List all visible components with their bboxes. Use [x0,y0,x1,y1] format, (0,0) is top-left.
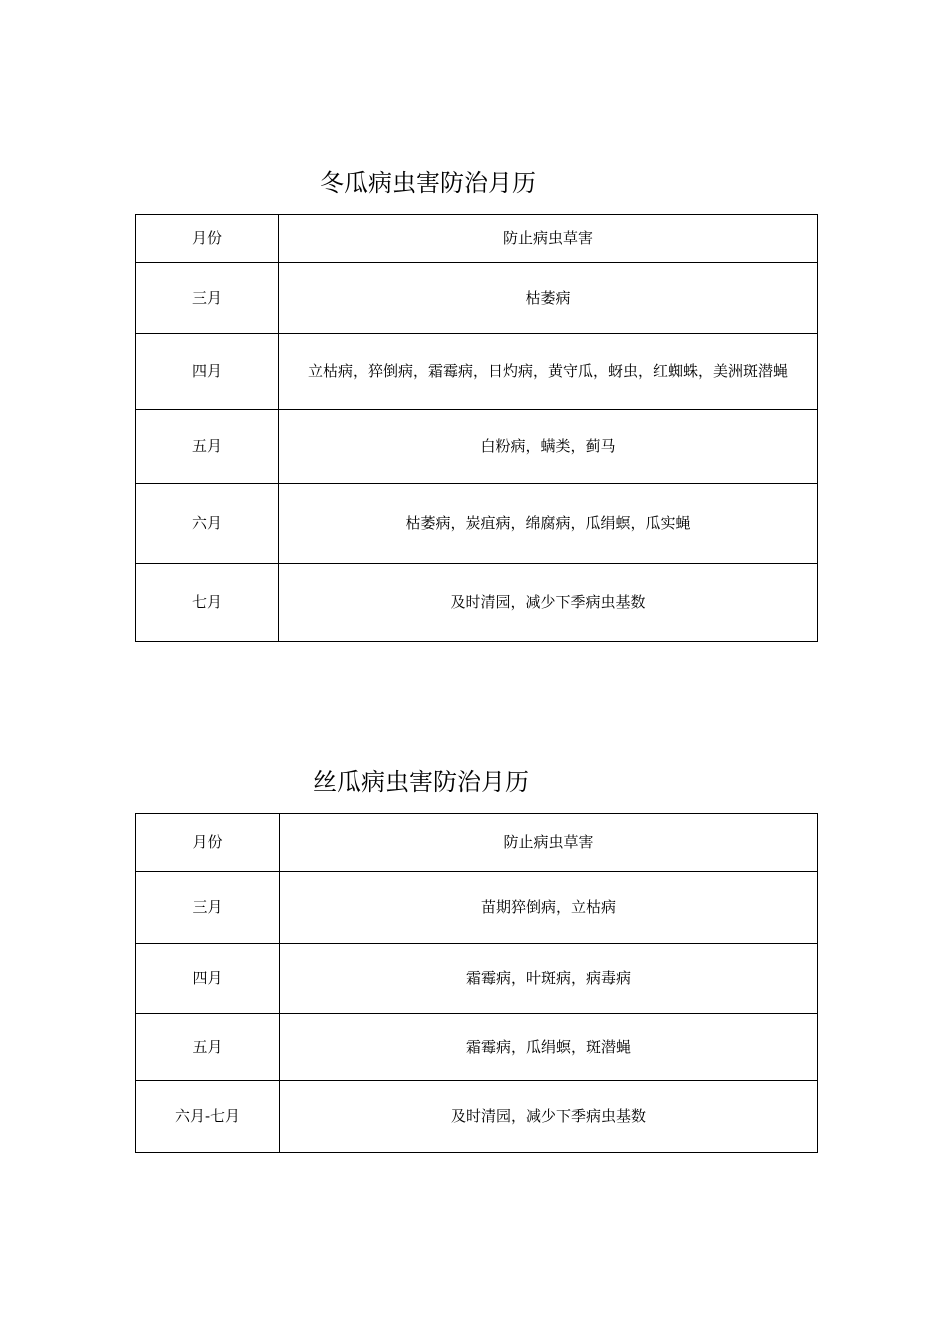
table-row [136,263,818,334]
month-cell: 六月-七月 [136,1081,280,1153]
table-row [136,484,818,564]
month-cell: 三月 [136,872,280,944]
table-row [136,1081,818,1153]
month-cell: 五月 [136,1014,280,1081]
wax-gourd-pest-table [135,214,818,642]
pests-cell: 立枯病，猝倒病，霜霉病，日灼病，黄守瓜，蚜虫，红蜘蛛，美洲斑潜蝇 [279,334,818,410]
loofah-pest-table [135,813,818,1153]
header-pests: 防止病虫草害 [279,215,818,263]
table-row [136,1014,818,1081]
pests-cell: 白粉病，螨类，蓟马 [279,410,818,484]
pests-cell: 枯萎病，炭疽病，绵腐病，瓜绢螟，瓜实蝇 [279,484,818,564]
pests-cell: 及时清园，减少下季病虫基数 [280,1081,818,1153]
pests-cell: 霜霉病，瓜绢螟，斑潜蝇 [280,1014,818,1081]
pests-cell: 苗期猝倒病，立枯病 [280,872,818,944]
table-header-row [136,814,818,872]
table-row [136,410,818,484]
month-cell: 三月 [136,263,279,334]
table-row [136,334,818,410]
table-row [136,872,818,944]
pests-cell: 枯萎病 [279,263,818,334]
table-row [136,944,818,1014]
header-month: 月份 [136,215,279,263]
loofah-calendar-title: 丝瓜病虫害防治月历 [313,768,529,796]
table-row [136,564,818,642]
table-header-row [136,215,818,263]
month-cell: 四月 [136,334,279,410]
month-cell: 七月 [136,564,279,642]
month-cell: 六月 [136,484,279,564]
month-cell: 五月 [136,410,279,484]
month-cell: 四月 [136,944,280,1014]
wax-gourd-calendar-title: 冬瓜病虫害防治月历 [320,169,536,197]
header-pests: 防止病虫草害 [280,814,818,872]
pests-cell: 霜霉病，叶斑病，病毒病 [280,944,818,1014]
header-month: 月份 [136,814,280,872]
pests-cell: 及时清园，减少下季病虫基数 [279,564,818,642]
